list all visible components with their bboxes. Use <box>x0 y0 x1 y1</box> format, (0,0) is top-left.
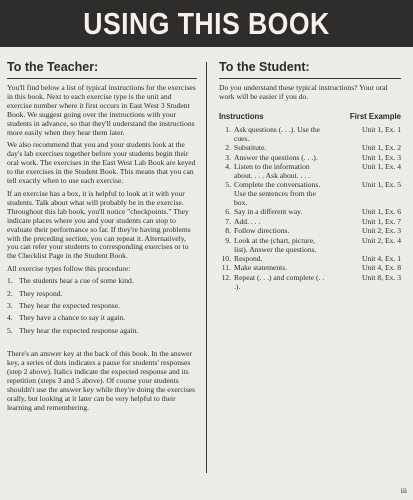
teacher-section <box>7 60 197 413</box>
instruction-row: 6. Say in a different way. Unit 1, Ex. 6 <box>225 207 401 217</box>
instruction-row: 1. Ask questions (. . .). Use the cues. Unit 1, Ex. 1 <box>225 124 401 143</box>
student-intro: Do you understand these typical instructions? Your oral work will be easier if you do. <box>219 83 388 101</box>
procedure-step: 5. They hear the expected response again. <box>7 325 139 335</box>
procedure-step: 3. They hear the expected response. <box>7 300 120 310</box>
first-example-column-header: First Example <box>349 111 401 121</box>
student-heading-rule <box>219 78 401 79</box>
instruction-row: 9. Look at the (chart, picture, list). Answer the questions. Unit 2, Ex. 4 <box>225 235 401 254</box>
student-heading: To the Student: <box>219 60 310 74</box>
instructions-table-header <box>219 112 401 121</box>
teacher-paragraph-3: If an exercise has a box, it is helpful to look at it with your students. Talk about what will probably be in the exercise. Throughout this lab book, you'll notice "checkpoints." They indicate places where you and your students can stop to evaluate their performance so far. If they're having problems with the preceding section, you can repeat it. Alternatively, you can refer your students to corresponding exercises or to the Checklist Page in the Student Book. <box>7 188 191 261</box>
instruction-row: 10. Respond. Unit 4, Ex. 1 <box>221 254 401 263</box>
procedure-list <box>7 277 197 336</box>
column-divider <box>206 62 207 473</box>
instructions-column-header: Instructions <box>219 111 264 121</box>
page-number: iii <box>400 486 407 495</box>
teacher-paragraph-2: We also recommend that you and your students look at the day's lab exercises together before your students begin their oral work. The exercises in the East West Lab Book are keyed to the exercises in the Student Book. This means that you can tell exactly when to use each exercise. <box>7 140 196 186</box>
title-banner <box>0 0 413 47</box>
teacher-paragraph-1: You'll find below a list of typical instructions for the exercises in this book. Next to each exercise type is the unit and exercise number where it first occurs in East West 3 Student Book. We suggest going over the instructions with your students in advance, so that they'll understand the instructions more easily when they hear them later. <box>7 83 196 137</box>
instruction-row: 7. Add. . . . Unit 1, Ex. 7 <box>225 216 401 226</box>
teacher-heading-rule <box>7 78 197 79</box>
instruction-row: 4. Listen to the information about. . . . Ask about. . . . Unit 1, Ex. 4 <box>225 161 401 180</box>
procedure-step: 2. They respond. <box>7 288 63 298</box>
instruction-row: 2. Substitute. Unit 1, Ex. 2 <box>225 143 401 153</box>
teacher-paragraph-4: All exercise types follow this procedure: <box>7 264 131 274</box>
instructions-table <box>219 126 401 292</box>
procedure-step: 4. They have a chance to say it again. <box>7 313 126 323</box>
instruction-row: 5. Complete the conversations. Use the sentences from the box. Unit 1, Ex. 5 <box>225 180 401 208</box>
instruction-row: 8. Follow directions. Unit 2, Ex. 3 <box>225 226 401 236</box>
page-title: USING THIS BOOK <box>83 6 330 41</box>
instruction-row: 12. Repeat (. . .) and complete (. . .). Unit 8, Ex. 3 <box>221 272 401 291</box>
teacher-paragraph-5: There's an answer key at the back of this book. In the answer key, a series of dots indicates a pause for students' responses (step 2 above). Italics indicate the expected response and its repetition (steps 3 and 5 above). Of course your students shouldn't use the answer key while they're doing the exercises orally, but looking at it later can be very helpful to their learning and remembering. <box>7 349 196 412</box>
instruction-row: 3. Answer the questions (. . .). Unit 1, Ex. 3 <box>225 152 401 162</box>
teacher-heading: To the Teacher: <box>7 60 99 74</box>
instruction-row: 11. Make statements. Unit 4, Ex. 8 <box>221 263 401 273</box>
student-section <box>219 60 401 292</box>
procedure-step: 1. The students hear a cue of some kind. <box>7 276 134 286</box>
